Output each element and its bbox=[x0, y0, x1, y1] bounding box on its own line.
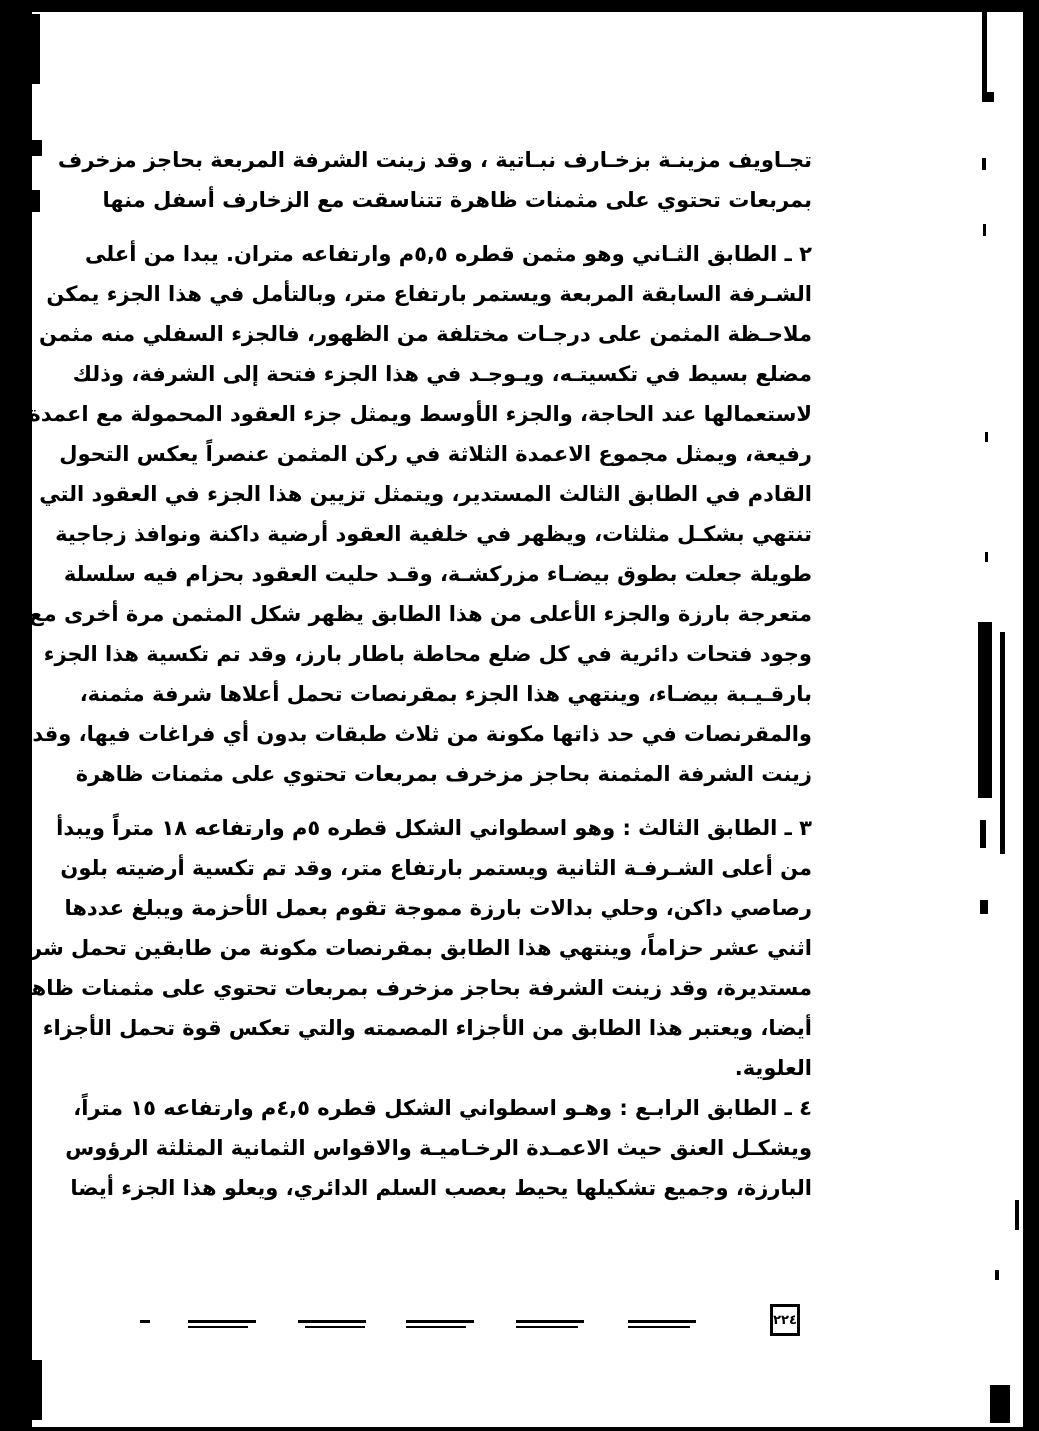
margin-mark bbox=[980, 820, 986, 848]
section-heading-line: ٢ ـ الطابق الثـاني وهو مثمن قطره ٥,٥م وارتفاعه متران. يبدا من أعلى bbox=[85, 242, 812, 266]
footer-rule-segment bbox=[298, 1320, 366, 1323]
margin-mark bbox=[1000, 632, 1005, 854]
text-line: من أعلى الشـرفـة الثانية ويستمر بارتفاع متر، وقد تم تكسية أرضيته بلون bbox=[60, 856, 812, 880]
paragraph-fourth-tier bbox=[65, 1088, 812, 1208]
margin-mark bbox=[1015, 1200, 1019, 1230]
margin-mark bbox=[995, 1270, 999, 1280]
margin-mark bbox=[985, 552, 988, 562]
text-line: رصاصي داكن، وحلي بدالات بارزة مموجة تقوم بعمل الأحزمة ويبلغ عددها bbox=[64, 896, 812, 920]
text-line: البارزة، وجميع تشكيلها يحيط بعصب السلم الدائري، ويعلو هذا الجزء أيضا bbox=[70, 1176, 812, 1200]
text-line: الشـرفة السابقة المربعة ويستمر بارتفاع متر، وبالتأمل في هذا الجزء يمكن bbox=[46, 282, 812, 306]
footer-rule-segment bbox=[188, 1326, 248, 1328]
paragraph-second-tier bbox=[28, 234, 812, 794]
footer-rule-segment bbox=[305, 1326, 365, 1328]
section-heading-line: ٣ ـ الطابق الثالث : وهو اسطواني الشكل قطره ٥م وارتفاعه ١٨ متراً ويبدأ bbox=[56, 816, 812, 840]
footer-rule-segment bbox=[628, 1326, 690, 1328]
text-line: والمقرنصات في حد ذاتها مكونة من ثلاث طبقات بدون أي فراغات فيها، وقد bbox=[32, 722, 812, 746]
text-line: أيضا، ويعتبر هذا الطابق من الأجزاء المصمته والتي تعكس قوة تحمل الأجزاء bbox=[42, 1016, 812, 1040]
page-footer bbox=[130, 1300, 820, 1340]
scan-artifact bbox=[32, 190, 40, 212]
text-line: القادم في الطابق الثالث المستدير، ويتمثل تزيين هذا الجزء في العقود التي bbox=[39, 482, 812, 506]
margin-mark bbox=[980, 900, 988, 914]
footer-rule-segment bbox=[406, 1320, 474, 1323]
text-line: مضلع بسيط في تكسيتـه، ويـوجـد في هذا الجزء فتحة إلى الشرفة، وذلك bbox=[72, 362, 812, 386]
margin-mark bbox=[985, 432, 988, 442]
margin-mark bbox=[982, 12, 987, 94]
section-heading-line: ٤ ـ الطابق الرابـع : وهـو اسطواني الشكل قطره ٤,٥م وارتفاعه ١٥ متراً، bbox=[73, 1096, 812, 1120]
footer-rule-segment bbox=[406, 1326, 466, 1328]
page-number: ٢٢٤ bbox=[770, 1304, 800, 1336]
margin-mark bbox=[978, 622, 992, 798]
paragraph-third-tier bbox=[3, 808, 812, 1088]
scan-artifact bbox=[32, 14, 40, 84]
text-line: رفيعة، ويمثل مجموع الاعمدة الثلاثة في ركن المثمن عنصراً يعكس التحول bbox=[59, 442, 812, 466]
text-line: متعرجة بارزة والجزء الأعلى من هذا الطابق يظهر شكل المثمن مرة أخرى مع bbox=[29, 602, 812, 626]
footer-rule-segment bbox=[628, 1320, 696, 1323]
document-body bbox=[3, 140, 812, 1208]
text-line: ملاحـظة المثمن على درجـات مختلفة من الظهور، فالجزء السفلي منه مثمن bbox=[39, 322, 812, 346]
text-line: وجود فتحات دائرية في كل ضلع محاطة باطار بارز، وقد تم تكسية هذا الجزء bbox=[43, 642, 812, 666]
text-line: مستديرة، وقد زينت الشرفة بحاجز مزخرف بمربعات تحتوي على مثمنات ظاهرة bbox=[6, 976, 812, 1000]
footer-rule-segment bbox=[188, 1320, 256, 1323]
text-line: زينت الشرفة المثمنة بحاجز مزخرف بمربعات تحتوي على مثمنات ظاهرة bbox=[75, 762, 812, 786]
scan-border-left bbox=[0, 0, 32, 1431]
footer-rule-segment bbox=[140, 1320, 150, 1323]
scan-artifact bbox=[32, 1360, 42, 1420]
margin-mark bbox=[983, 224, 986, 236]
text-line: ويشكـل العنق حيث الاعمـدة الرخـاميـة والاقواس الثمانية المثلثة الرؤوس bbox=[65, 1136, 812, 1160]
footer-rule-segment bbox=[516, 1326, 578, 1328]
text-line: بارقـيـبة بيضـاء، وينتهي هذا الجزء بمقرنصات تحمل أعلاها شرفة مثمنة، bbox=[79, 682, 812, 706]
paragraph-intro-continuation bbox=[57, 140, 812, 220]
margin-mark bbox=[990, 1385, 1010, 1423]
footer-rule-segment bbox=[516, 1320, 584, 1323]
margin-mark bbox=[982, 158, 986, 170]
scan-border-right bbox=[1023, 0, 1039, 1431]
text-line: اثني عشر حزاماً، وينتهي هذا الطابق بمقرنصات مكونة من طابقين تحمل شرفة bbox=[3, 936, 812, 960]
text-line: بمربعات تحتوي على مثمنات ظاهرة تتناسقت مع الزخارف أسفل منها bbox=[102, 188, 812, 212]
margin-mark bbox=[982, 92, 994, 102]
text-line: العلوية. bbox=[734, 1056, 812, 1080]
scan-border-top bbox=[0, 0, 1039, 12]
text-line: تنتهي بشكـل مثلثات، ويظهر في خلفية العقود أرضية داكنة ونوافذ زجاجية bbox=[55, 522, 812, 546]
scan-artifact bbox=[32, 140, 42, 156]
text-line: تجـاويف مزينـة بزخـارف نبـاتية ، وقد زينت الشرفة المربعة بحاجز مزخرف bbox=[57, 148, 812, 172]
text-line: طويلة جعلت بطوق بيضـاء مزركشـة، وقـد حليت العقود بحزام فيه سلسلة bbox=[63, 562, 812, 586]
scan-border-bottom bbox=[0, 1427, 1039, 1431]
text-line: لاستعمالها عند الحاجة، والجزء الأوسط ويمثل جزء العقود المحمولة مع اعمدة bbox=[28, 402, 812, 426]
